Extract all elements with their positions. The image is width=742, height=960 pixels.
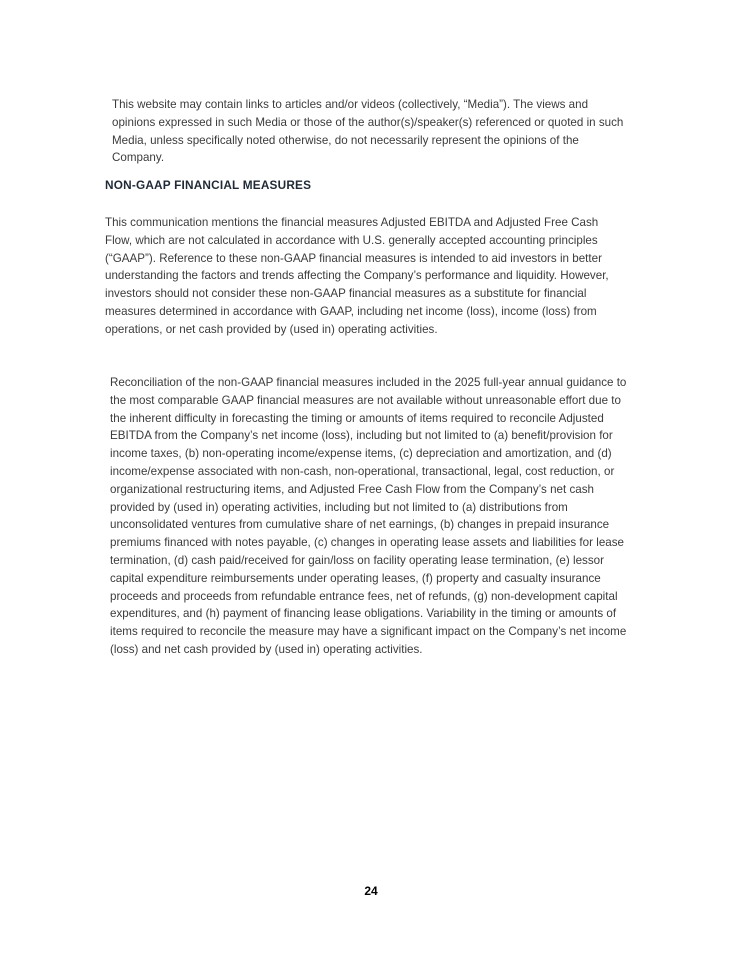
page-number: 24 bbox=[364, 884, 378, 898]
non-gaap-intro-paragraph: This communication mentions the financial measures Adjusted EBITDA and Adjusted Free Cash Flow, which are not calculated in accordance with U.S. generally accepted accounting principles (“GAAP”). Reference to these non-GAAP financial measures is intended to aid investors in better understanding the factors and trends affecting the Company’s performance and liquidity. However, investors should not consider these non-GAAP financial measures as a substitute for financial measures determined in accordance with GAAP, including net income (loss), income (loss) from operations, or net cash provided by (used in) operating activities. bbox=[105, 216, 609, 336]
section-heading: NON-GAAP FINANCIAL MEASURES bbox=[105, 178, 312, 192]
reconciliation-paragraph: Reconciliation of the non-GAAP financial measures included in the 2025 full-year annual guidance to the most comparable GAAP financial measures are not available without unreasonable effort due to the inherent difficulty in forecasting the timing or amounts of items required to reconcile Adjusted EBITDA from the Company’s net income (loss), including but not limited to (a) benefit/provision for income taxes, (b) non-operating income/expense items, (c) depreciation and amortization, and (d) income/expense associated with non-cash, non-operational, transactional, legal, cost reduction, or organizational restructuring items, and Adjusted Free Cash Flow from the Company’s net cash provided by (used in) operating activities, including but not limited to (a) distributions from unconsolidated ventures from cumulative share of net earnings, (b) changes in prepaid insurance premiums financed with notes payable, (c) changes in operating lease assets and liabilities for lease termination, (d) cash paid/received for gain/loss on facility operating lease termination, (e) lessor capital expenditure reimbursements under operating leases, (f) property and casualty insurance proceeds and proceeds from refundable entrance fees, net of refunds, (g) non-development capital expenditures, and (h) payment of financing lease obligations. Variability in the timing or amounts of items required to reconcile the measure may have a significant impact on the Company’s net income (loss) and net cash provided by (used in) operating activities. bbox=[110, 376, 627, 656]
media-disclaimer-paragraph: This website may contain links to articles and/or videos (collectively, “Media”). The views and opinions expressed in such Media or those of the author(s)/speaker(s) referenced or quoted in such Media, unless specifically noted otherwise, do not necessarily represent the opinions of the Company. bbox=[112, 98, 624, 165]
